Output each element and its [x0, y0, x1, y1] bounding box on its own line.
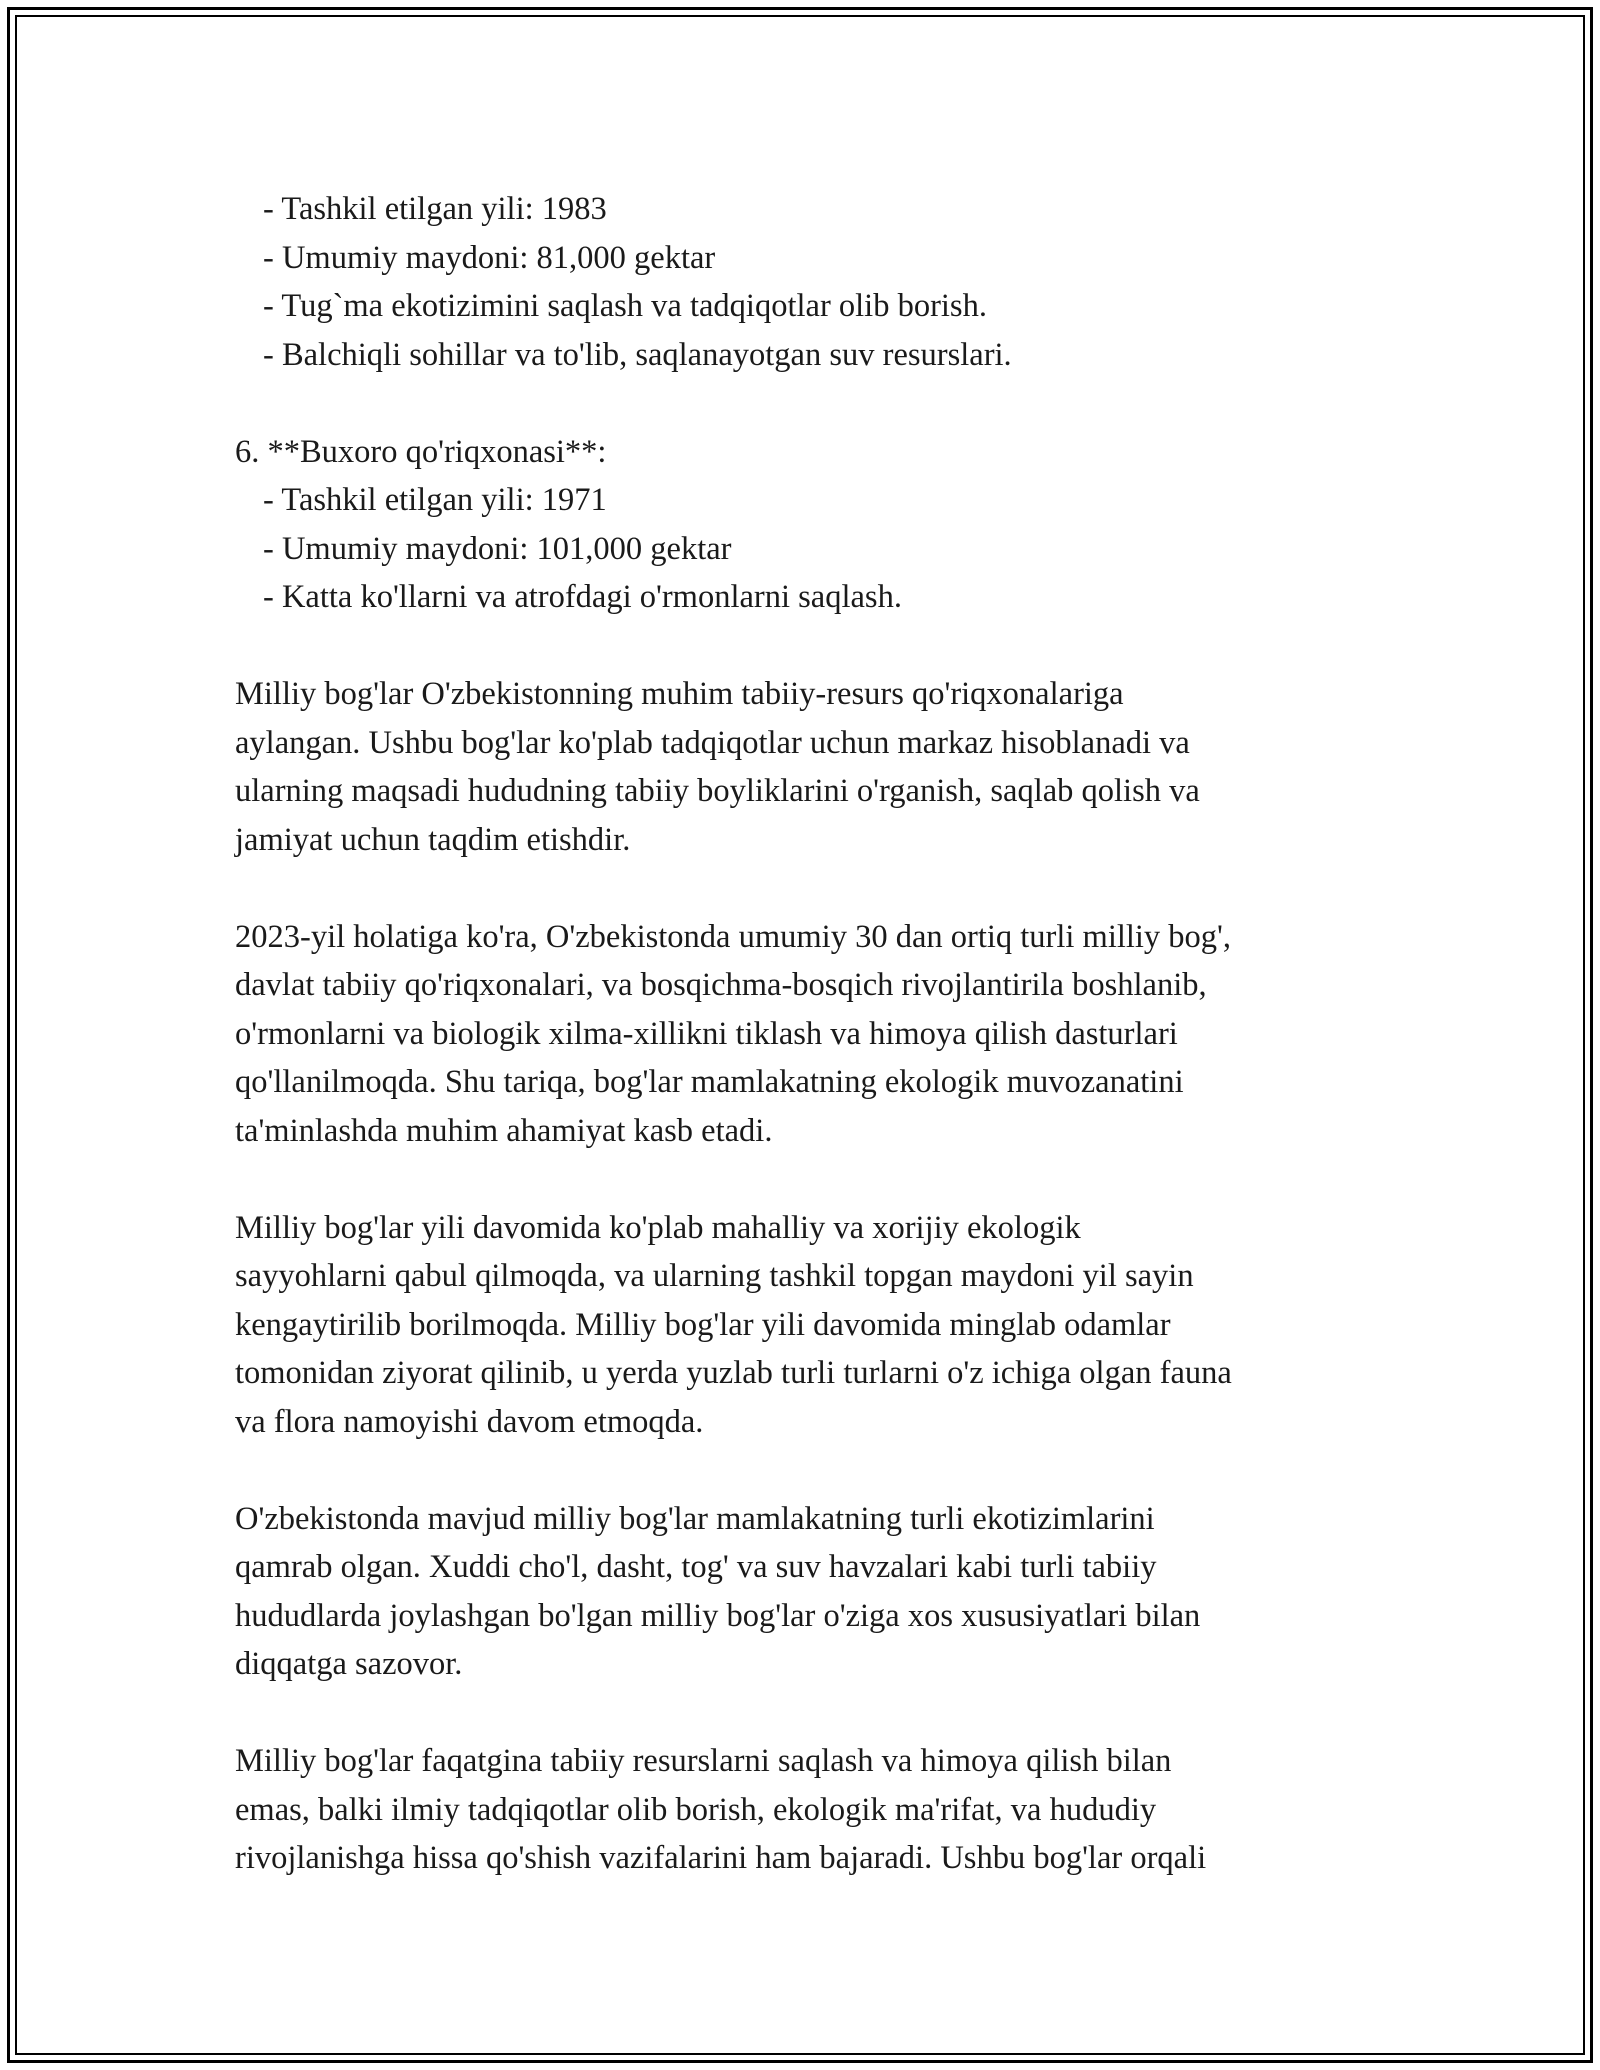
paragraph-line: jamiyat uchun taqdim etishdir. [235, 821, 631, 858]
paragraph-line: kengaytirilib borilmoqda. Milliy bog'lar yili davomida minglab odamlar [235, 1306, 1171, 1343]
list-item: - Balchiqli sohillar va to'lib, saqlanayotgan suv resurslari. [263, 336, 1012, 373]
reserve-details-list [235, 185, 1375, 379]
paragraph-line: Milliy bog'lar O'zbekistonning muhim tabiiy-resurs qo'riqxonalariga [235, 676, 1124, 712]
buxoro-details-list [235, 476, 1375, 622]
list-item: - Tashkil etilgan yili: 1983 [263, 191, 607, 227]
paragraph [235, 670, 1375, 864]
list-item: - Katta ko'llarni va atrofdagi o'rmonlarni saqlash. [263, 579, 902, 615]
spacer [235, 622, 1375, 671]
paragraph-line: O'zbekistonda mavjud milliy bog'lar mamlakatning turli ekotizimlarini [235, 1500, 1155, 1537]
document-body [235, 185, 1375, 1883]
paragraph [235, 1204, 1375, 1447]
spacer [235, 1689, 1375, 1738]
paragraph-line: va flora namoyishi davom etmoqda. [235, 1403, 704, 1440]
list-item: - Tug`ma ekotizimini saqlash va tadqiqotlar olib borish. [263, 288, 987, 324]
paragraph-line: tomonidan ziyorat qilinib, u yerda yuzlab turli turlarni o'z ichiga olgan fauna [235, 1355, 1232, 1391]
paragraph-line: ta'minlashda muhim ahamiyat kasb etadi. [235, 1112, 773, 1149]
paragraph-line: emas, balki ilmiy tadqiqotlar olib borish, ekologik ma'rifat, va hududiy [235, 1791, 1157, 1828]
section-heading-buxoro: 6. **Buxoro qo'riqxonasi**: [235, 433, 607, 470]
spacer [235, 379, 1375, 428]
paragraph-line: o'rmonlarni va biologik xilma-xillikni tiklash va himoya qilish dasturlari [235, 1015, 1178, 1052]
paragraph-line: davlat tabiiy qo'riqxonalari, va bosqichma-bosqich rivojlantirila boshlanib, [235, 967, 1207, 1003]
list-item: - Tashkil etilgan yili: 1971 [263, 482, 607, 518]
paragraph-line: ularning maqsadi hududning tabiiy boyliklarini o'rganish, saqlab qolish va [235, 773, 1200, 809]
spacer [235, 864, 1375, 913]
paragraph-line: aylangan. Ushbu bog'lar ko'plab tadqiqotlar uchun markaz hisoblanadi va [235, 724, 1190, 761]
list-item: - Umumiy maydoni: 101,000 gektar [263, 530, 732, 567]
paragraph-line: Milliy bog'lar faqatgina tabiiy resurslarni saqlash va himoya qilish bilan [235, 1743, 1172, 1779]
paragraph [235, 1495, 1375, 1689]
spacer [235, 1446, 1375, 1495]
paragraph [235, 1737, 1375, 1883]
spacer [235, 1155, 1375, 1204]
list-item: - Umumiy maydoni: 81,000 gektar [263, 239, 716, 276]
paragraph-line: diqqatga sazovor. [235, 1646, 463, 1682]
paragraph-line: qamrab olgan. Xuddi cho'l, dasht, tog' va suv havzalari kabi turli tabiiy [235, 1549, 1157, 1585]
paragraph-line: rivojlanishga hissa qo'shish vazifalarini ham bajaradi. Ushbu bog'lar orqali [235, 1840, 1207, 1876]
paragraph-line: hududlarda joylashgan bo'lgan milliy bog'lar o'ziga xos xususiyatlari bilan [235, 1597, 1201, 1634]
paragraph-line: sayyohlarni qabul qilmoqda, va ularning tashkil topgan maydoni yil sayin [235, 1258, 1194, 1294]
paragraph-line: Milliy bog'lar yili davomida ko'plab mahalliy va xorijiy ekologik [235, 1209, 1081, 1246]
paragraph-line: 2023-yil holatiga ko'ra, O'zbekistonda umumiy 30 dan ortiq turli milliy bog', [235, 918, 1232, 955]
paragraph-line: qo'llanilmoqda. Shu tariqa, bog'lar mamlakatning ekologik muvozanatini [235, 1064, 1184, 1100]
paragraph [235, 913, 1375, 1156]
